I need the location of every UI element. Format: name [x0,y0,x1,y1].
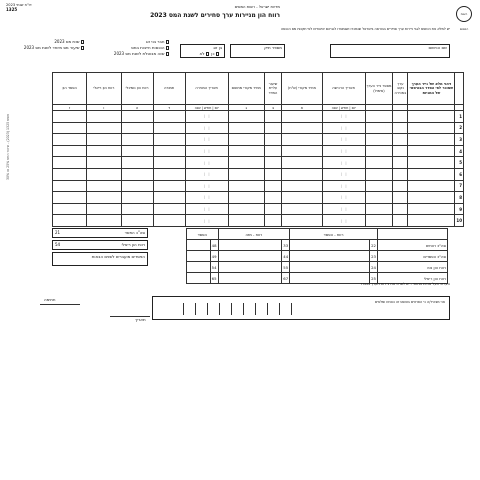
signature-label: חתימה [44,297,56,302]
table-cell[interactable] [53,145,87,157]
table-cell[interactable] [87,111,121,123]
intro-note: יש למלא את הטופס לגבי ניירות ערך סחירים בבורסה בישראל שנמכרו ושנמסרו לגביהם אישורים לפי תקנות מס הכנסה [280,27,450,31]
table-cell[interactable] [408,203,455,215]
table-cell[interactable] [121,157,153,169]
table-cell[interactable] [365,157,393,169]
authority-name: מדינת ישראל - רשות המסים [234,4,280,9]
table-cell[interactable] [264,203,281,215]
table-cell[interactable] [153,168,185,180]
table-cell[interactable] [408,192,455,204]
table-cell[interactable] [53,215,87,227]
col-sale-date: תאריך המכירה [185,73,228,105]
table-cell[interactable] [153,180,185,192]
col-original-price: מחיר מקורי (ש"ח) [282,73,323,105]
table-cell[interactable] [365,122,393,134]
table-cell[interactable]: | | [185,192,228,204]
table-cell[interactable] [228,122,264,134]
table-cell[interactable] [282,111,323,123]
row-number: 10 [455,215,464,227]
table-cell[interactable]: | | [322,145,365,157]
date-label: תאריך [135,317,146,322]
table-cell[interactable] [153,122,185,134]
spouse-yes-checkbox[interactable] [216,52,220,56]
table-header-row [53,73,464,105]
date-line[interactable] [110,316,150,317]
row-number: 5 [455,157,464,169]
table-cell[interactable] [153,157,185,169]
table-cell[interactable]: | | [185,168,228,180]
table-cell[interactable]: | | [322,111,365,123]
table-cell[interactable]: | | [322,168,365,180]
summary-row: סה"כ הפסדים 23 44 49 [187,251,448,262]
table-cell[interactable] [264,111,281,123]
table-cell[interactable] [264,192,281,204]
table-cell[interactable]: | | [322,192,365,204]
barcode-strip [183,303,303,315]
table-cell[interactable] [264,180,281,192]
table-cell[interactable] [87,122,121,134]
table-cell[interactable] [153,203,185,215]
table-row [53,180,464,192]
table-cell[interactable] [282,180,323,192]
table-cell[interactable] [87,168,121,180]
table-cell[interactable] [153,134,185,146]
form-code: דו"ח שנתי 2023 [6,3,32,7]
table-cell[interactable] [264,134,281,146]
table-cell[interactable] [87,145,121,157]
col-nominal: ערך נקוב במכירה [393,73,408,105]
table-cell[interactable] [365,145,393,157]
table-cell[interactable] [228,157,264,169]
table-cell[interactable] [53,122,87,134]
table-cell[interactable] [53,134,87,146]
table-cell[interactable]: | | [185,145,228,157]
table-cell[interactable] [87,215,121,227]
option-4: שנת מס 2023 [54,40,85,45]
table-cell[interactable] [121,168,153,180]
table-cell[interactable]: | | [322,122,365,134]
summary-row: רווח הון נטו 24 55 54 [187,262,448,273]
table-cell[interactable] [264,157,281,169]
col-security-number: מספר נייר הערך (סימול) [365,73,393,105]
table-cell[interactable]: | | [185,215,228,227]
row-number: 3 [455,134,464,146]
table-cell[interactable] [393,145,408,157]
option-2: הכנסות חייבות במס [131,46,170,51]
option-5: שיעור מס מיוחד לשנת מס 2023 [24,46,85,51]
row-number: 7 [455,180,464,192]
table-cell[interactable] [282,134,323,146]
col-proceeds: תמורה [153,73,185,105]
table-row [53,111,464,123]
table-cell[interactable] [121,192,153,204]
form-number: 1325 [6,7,18,12]
table-cell[interactable]: | | [185,111,228,123]
table-cell[interactable] [87,134,121,146]
real-gain-box[interactable]: רווח הון ריאלי 54 [52,240,148,250]
total-loss-box[interactable]: סה"כ הפסד 21 [52,228,148,238]
table-cell[interactable] [264,168,281,180]
col-security-id: זיהוי מלא של נייר הערך שמוכר לפי הסדר הבורסאי של המניות [408,73,455,105]
table-cell[interactable]: | | [185,122,228,134]
table-cell[interactable] [87,203,121,215]
table-cell[interactable] [121,111,153,123]
form-title: רווח הון מניירות ערך סחירים לשנת המס 2023 [150,12,280,19]
table-cell[interactable] [53,203,87,215]
table-cell[interactable] [87,192,121,204]
table-code-row: יום | חודש | שנה א ב ג יום | חודש | שנה ד ה ו ז [53,105,464,111]
table-cell[interactable] [121,180,153,192]
table-cell[interactable] [393,134,408,146]
table-cell[interactable] [53,168,87,180]
summary-row: סה"כ רווחים 22 33 48 [187,240,448,251]
table-cell[interactable] [393,203,408,215]
table-row [53,134,464,146]
table-row [53,145,464,157]
declaration-box: אני מצהיר/ה כי הפרטים בטופס זה נכונים ומלאים [152,296,450,320]
table-cell[interactable] [53,180,87,192]
table-cell[interactable] [53,111,87,123]
table-cell[interactable] [121,122,153,134]
table-cell[interactable] [393,122,408,134]
table-cell[interactable] [365,203,393,215]
taxpayer-name-field[interactable]: שם הנישום [330,44,450,58]
table-row [53,168,464,180]
table-cell[interactable] [282,122,323,134]
table-cell[interactable] [153,145,185,157]
col-nominal-gain: רווח הון נומינלי [121,73,153,105]
row-number: 4 [455,145,464,157]
col-index-rate: שיעור עליית המדד [264,73,281,105]
table-cell[interactable] [365,215,393,227]
table-cell[interactable] [393,111,408,123]
table-cell[interactable] [282,203,323,215]
table-cell[interactable] [393,192,408,204]
table-row [53,215,464,227]
table-cell[interactable] [408,145,455,157]
table-cell[interactable] [228,215,264,227]
table-cell[interactable] [408,215,455,227]
table-cell[interactable] [228,111,264,123]
securities-table [52,72,464,227]
table-cell[interactable] [121,215,153,227]
table-cell[interactable] [53,192,87,204]
col-real-gain: רווח הון ריאלי [87,73,121,105]
table-cell[interactable] [121,134,153,146]
table-cell[interactable]: | | [322,157,365,169]
table-cell[interactable] [365,168,393,180]
table-cell[interactable] [282,215,323,227]
table-cell[interactable] [408,157,455,169]
col-adjusted-price: מחיר מקורי מתואם [228,73,264,105]
table-cell[interactable]: | | [322,134,365,146]
table-row [53,157,464,169]
table-cell[interactable] [282,157,323,169]
table-cell[interactable] [408,134,455,146]
table-cell[interactable] [264,145,281,157]
table-cell[interactable] [87,157,121,169]
table-cell[interactable]: | | [322,203,365,215]
table-cell[interactable] [153,215,185,227]
tax-authority-logo: רשות המסים [456,6,472,22]
table-cell[interactable]: | | [322,215,365,227]
table-row [53,122,464,134]
col-capital-loss: הפסד הון [53,73,87,105]
table-cell[interactable] [365,192,393,204]
side-text: טופס 1325 (2023) - שיעור המס 25% או 30% [6,113,10,180]
table-cell[interactable] [87,180,121,192]
table-cell[interactable] [282,145,323,157]
table-cell[interactable] [408,168,455,180]
carry-loss-box[interactable]: הפסדים מועברים לשנים הבאות [52,252,148,266]
table-cell[interactable] [121,203,153,215]
table-row [53,192,464,204]
row-number: 1 [455,111,464,123]
table-cell[interactable] [228,192,264,204]
table-cell[interactable] [393,168,408,180]
table-cell[interactable] [228,145,264,157]
table-cell[interactable]: | | [185,157,228,169]
table-cell[interactable] [53,157,87,169]
file-number-field[interactable]: מספר תיק [230,44,285,58]
table-cell[interactable] [365,134,393,146]
summary-table: רווח - הפסד רווח - מזה הפסד סה"כ רווחים 22 33 48 סה"כ הפסדים 23 44 49 רווח הון נטו 24 55 54 רווח הון ריאלי 25 67 65 [186,228,448,284]
table-cell[interactable] [228,180,264,192]
row-number: 6 [455,168,464,180]
spouse-no-checkbox[interactable] [206,52,210,56]
table-cell[interactable] [393,180,408,192]
table-cell[interactable] [121,145,153,157]
table-cell[interactable] [228,134,264,146]
table-cell[interactable] [408,180,455,192]
spouse-field: בן זוג כן לא [180,44,225,58]
row-number: 2 [455,122,464,134]
table-cell[interactable] [228,168,264,180]
table-cell[interactable] [153,192,185,204]
table-cell[interactable]: | | [185,134,228,146]
table-cell[interactable] [282,192,323,204]
option-3: שנה מבוטלת לשנת מס 2023 [114,52,170,57]
table-cell[interactable]: | | [185,203,228,215]
row-number: 8 [455,192,464,204]
table-cell[interactable] [393,157,408,169]
row-number: 9 [455,203,464,215]
table-cell[interactable] [408,111,455,123]
table-cell[interactable] [365,111,393,123]
table-cell[interactable] [365,180,393,192]
table-cell[interactable] [282,168,323,180]
table-cell[interactable]: | | [185,180,228,192]
table-cell[interactable] [228,203,264,215]
table-cell[interactable] [153,111,185,123]
table-cell[interactable] [408,122,455,134]
table-cell[interactable] [264,122,281,134]
col-purchase-date: תאריך הרכישה [322,73,365,105]
table-cell[interactable] [264,215,281,227]
summary-row: רווח הון ריאלי 25 67 65 [187,273,448,284]
footer-note: הערה: בעל מניות מהותי - יש לפרט את ניירות הערך בנפרד [360,282,450,286]
table-cell[interactable]: | | [322,180,365,192]
table-cell[interactable] [393,215,408,227]
option-1: חבר בני זוג [146,40,170,45]
signature-line[interactable] [40,304,80,305]
table-row [53,203,464,215]
